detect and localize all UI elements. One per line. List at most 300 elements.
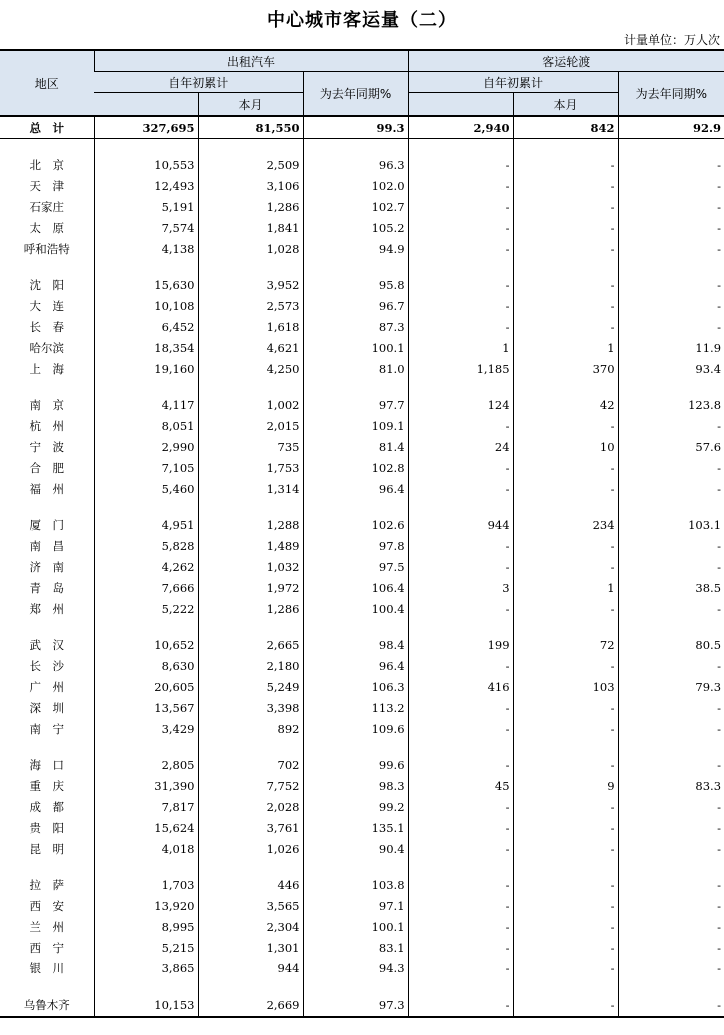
taxi-yoy-cell: 99.3 xyxy=(303,116,408,139)
ferry-yoy-cell: - xyxy=(618,917,724,938)
ferry-month-cell: 9 xyxy=(513,776,618,797)
taxi-month-cell: 1,301 xyxy=(198,937,303,958)
table-row xyxy=(0,437,724,458)
table-row xyxy=(0,817,724,838)
taxi-ytd-cell: 19,160 xyxy=(94,358,198,379)
table-row xyxy=(0,677,724,698)
taxi-ytd-cell: 18,354 xyxy=(94,337,198,358)
region-cell: 上 海 xyxy=(29,361,64,376)
taxi-ytd-cell: 5,215 xyxy=(94,937,198,958)
ferry-month-cell: 1 xyxy=(513,337,618,358)
total-row xyxy=(0,116,724,139)
ferry-month-cell: 370 xyxy=(513,358,618,379)
region-cell: 石家庄 xyxy=(29,199,64,214)
ferry-yoy-cell: 123.8 xyxy=(618,395,724,416)
spacer-cell xyxy=(513,739,618,755)
ferry-month-cell: - xyxy=(513,197,618,218)
taxi-month-cell: 2,669 xyxy=(198,995,303,1017)
spacer-cell xyxy=(94,499,198,515)
taxi-month-cell: 3,106 xyxy=(198,176,303,197)
taxi-ytd-cell: 5,222 xyxy=(94,598,198,619)
region-cell: 南 宁 xyxy=(29,721,64,736)
ferry-month-cell: - xyxy=(513,238,618,259)
taxi-month-cell: 702 xyxy=(198,755,303,776)
ferry-month-cell: - xyxy=(513,155,618,176)
table-row xyxy=(0,317,724,338)
taxi-ytd-cell: 4,117 xyxy=(94,395,198,416)
table-row xyxy=(0,478,724,499)
taxi-month-cell: 1,618 xyxy=(198,317,303,338)
spacer-cell xyxy=(303,139,408,156)
taxi-ytd-cell: 2,990 xyxy=(94,437,198,458)
taxi-yoy-cell: 99.6 xyxy=(303,755,408,776)
taxi-ytd-cell: 15,630 xyxy=(94,275,198,296)
taxi-month-cell: 1,286 xyxy=(198,598,303,619)
table-row xyxy=(0,838,724,859)
table-row xyxy=(0,598,724,619)
taxi-yoy-cell: 94.3 xyxy=(303,958,408,979)
ferry-ytd-cell: - xyxy=(408,176,513,197)
taxi-month-cell: 2,304 xyxy=(198,917,303,938)
taxi-month-cell: 3,952 xyxy=(198,275,303,296)
taxi-yoy-cell: 97.3 xyxy=(303,995,408,1017)
spacer-cell xyxy=(0,619,94,635)
spacer-row xyxy=(0,259,724,275)
table-header xyxy=(0,50,724,116)
ferry-month-cell: - xyxy=(513,217,618,238)
taxi-month-cell: 892 xyxy=(198,718,303,739)
taxi-yoy-cell: 97.5 xyxy=(303,557,408,578)
ferry-yoy-cell: - xyxy=(618,817,724,838)
ferry-ytd-cell: - xyxy=(408,557,513,578)
spacer-cell xyxy=(408,619,513,635)
spacer-cell xyxy=(303,979,408,995)
region-cell: 南 京 xyxy=(29,398,64,413)
table-row xyxy=(0,797,724,818)
header-taxi-yoy: 为去年同期% xyxy=(303,72,408,117)
taxi-month-cell: 81,550 xyxy=(198,116,303,139)
spacer-cell xyxy=(94,379,198,395)
ferry-yoy-cell: - xyxy=(618,155,724,176)
ferry-ytd-cell: 45 xyxy=(408,776,513,797)
spacer-cell xyxy=(0,979,94,995)
table-row xyxy=(0,635,724,656)
taxi-ytd-cell: 8,630 xyxy=(94,656,198,677)
ferry-ytd-cell: - xyxy=(408,317,513,338)
taxi-ytd-cell: 5,460 xyxy=(94,478,198,499)
taxi-month-cell: 446 xyxy=(198,875,303,896)
taxi-ytd-cell: 10,108 xyxy=(94,296,198,317)
ferry-yoy-cell: - xyxy=(618,416,724,437)
taxi-ytd-cell: 13,920 xyxy=(94,896,198,917)
taxi-ytd-cell: 2,805 xyxy=(94,755,198,776)
ferry-month-cell: 234 xyxy=(513,515,618,536)
spacer-cell xyxy=(618,739,724,755)
ferry-yoy-cell: 80.5 xyxy=(618,635,724,656)
spacer-row xyxy=(0,979,724,995)
region-cell: 拉 萨 xyxy=(29,878,64,893)
spacer-cell xyxy=(303,619,408,635)
table-row xyxy=(0,896,724,917)
region-cell: 兰 州 xyxy=(29,919,64,934)
spacer-cell xyxy=(198,859,303,875)
region-cell: 天 津 xyxy=(29,179,64,194)
ferry-month-cell: - xyxy=(513,917,618,938)
ferry-ytd-cell: 1 xyxy=(408,337,513,358)
ferry-yoy-cell: - xyxy=(618,838,724,859)
header-taxi-ytd: 自年初累计 xyxy=(94,72,303,93)
spacer-cell xyxy=(513,499,618,515)
spacer-cell xyxy=(198,739,303,755)
region-cell: 总 计 xyxy=(0,116,94,139)
spacer-cell xyxy=(408,139,513,156)
taxi-yoy-cell: 102.8 xyxy=(303,457,408,478)
taxi-ytd-cell: 3,865 xyxy=(94,958,198,979)
header-ferry-month: 本月 xyxy=(513,93,618,117)
taxi-month-cell: 7,752 xyxy=(198,776,303,797)
table-row xyxy=(0,275,724,296)
ferry-yoy-cell: - xyxy=(618,718,724,739)
region-cell: 太 原 xyxy=(29,220,64,235)
taxi-yoy-cell: 81.0 xyxy=(303,358,408,379)
spacer-cell xyxy=(408,859,513,875)
ferry-yoy-cell: - xyxy=(618,478,724,499)
spacer-cell xyxy=(513,379,618,395)
spacer-cell xyxy=(618,259,724,275)
spacer-cell xyxy=(198,379,303,395)
header-taxi-month: 本月 xyxy=(198,93,303,117)
spacer-cell xyxy=(94,739,198,755)
taxi-ytd-cell: 31,390 xyxy=(94,776,198,797)
ferry-ytd-cell: - xyxy=(408,416,513,437)
taxi-yoy-cell: 81.4 xyxy=(303,437,408,458)
ferry-yoy-cell: 79.3 xyxy=(618,677,724,698)
ferry-month-cell: - xyxy=(513,478,618,499)
ferry-ytd-cell: 199 xyxy=(408,635,513,656)
taxi-yoy-cell: 96.4 xyxy=(303,478,408,499)
taxi-yoy-cell: 90.4 xyxy=(303,838,408,859)
ferry-ytd-cell: - xyxy=(408,238,513,259)
ferry-yoy-cell: - xyxy=(618,238,724,259)
ferry-month-cell: 42 xyxy=(513,395,618,416)
ferry-month-cell: - xyxy=(513,598,618,619)
table-row xyxy=(0,296,724,317)
region-cell: 深 圳 xyxy=(29,700,64,715)
ferry-yoy-cell: - xyxy=(618,275,724,296)
region-cell: 厦 门 xyxy=(29,518,64,533)
region-cell: 银 川 xyxy=(29,961,64,976)
ferry-ytd-cell: - xyxy=(408,598,513,619)
region-cell: 福 州 xyxy=(29,481,64,496)
spacer-cell xyxy=(618,379,724,395)
table-row xyxy=(0,358,724,379)
ferry-ytd-cell: - xyxy=(408,755,513,776)
table-row xyxy=(0,395,724,416)
spacer-row xyxy=(0,739,724,755)
table-row xyxy=(0,776,724,797)
spacer-cell xyxy=(513,979,618,995)
taxi-month-cell: 1,026 xyxy=(198,838,303,859)
taxi-yoy-cell: 135.1 xyxy=(303,817,408,838)
spacer-cell xyxy=(618,619,724,635)
ferry-yoy-cell: - xyxy=(618,296,724,317)
taxi-yoy-cell: 97.1 xyxy=(303,896,408,917)
ferry-ytd-cell: 124 xyxy=(408,395,513,416)
ferry-yoy-cell: - xyxy=(618,937,724,958)
region-cell: 大 连 xyxy=(29,299,64,314)
taxi-yoy-cell: 96.4 xyxy=(303,656,408,677)
spacer-cell xyxy=(303,259,408,275)
ferry-month-cell: - xyxy=(513,755,618,776)
spacer-cell xyxy=(618,979,724,995)
table-row xyxy=(0,155,724,176)
taxi-month-cell: 3,398 xyxy=(198,697,303,718)
taxi-ytd-cell: 1,703 xyxy=(94,875,198,896)
region-cell: 广 州 xyxy=(29,679,64,694)
header-ferry-blank xyxy=(408,93,513,117)
region-cell: 长 春 xyxy=(29,319,64,334)
taxi-ytd-cell: 3,429 xyxy=(94,718,198,739)
taxi-month-cell: 1,286 xyxy=(198,197,303,218)
taxi-ytd-cell: 20,605 xyxy=(94,677,198,698)
spacer-cell xyxy=(513,259,618,275)
table-row xyxy=(0,697,724,718)
taxi-month-cell: 2,015 xyxy=(198,416,303,437)
region-cell: 成 都 xyxy=(29,799,64,814)
taxi-month-cell: 1,002 xyxy=(198,395,303,416)
region-cell: 郑 州 xyxy=(29,601,64,616)
spacer-cell xyxy=(408,739,513,755)
spacer-cell xyxy=(303,379,408,395)
region-cell: 宁 波 xyxy=(29,439,64,454)
taxi-yoy-cell: 83.1 xyxy=(303,937,408,958)
taxi-yoy-cell: 99.2 xyxy=(303,797,408,818)
taxi-yoy-cell: 105.2 xyxy=(303,217,408,238)
ferry-yoy-cell: 92.9 xyxy=(618,116,724,139)
ferry-ytd-cell: - xyxy=(408,275,513,296)
region-cell: 沈 阳 xyxy=(29,278,64,293)
taxi-month-cell: 1,489 xyxy=(198,536,303,557)
table-row xyxy=(0,217,724,238)
ferry-ytd-cell: - xyxy=(408,155,513,176)
spacer-cell xyxy=(618,139,724,156)
taxi-yoy-cell: 98.4 xyxy=(303,635,408,656)
table-row xyxy=(0,755,724,776)
ferry-ytd-cell: - xyxy=(408,718,513,739)
taxi-month-cell: 1,032 xyxy=(198,557,303,578)
taxi-yoy-cell: 87.3 xyxy=(303,317,408,338)
ferry-month-cell: - xyxy=(513,457,618,478)
taxi-yoy-cell: 96.7 xyxy=(303,296,408,317)
table-row xyxy=(0,577,724,598)
spacer-row xyxy=(0,139,724,156)
taxi-month-cell: 3,565 xyxy=(198,896,303,917)
ferry-yoy-cell: - xyxy=(618,995,724,1017)
table-row xyxy=(0,457,724,478)
taxi-yoy-cell: 97.7 xyxy=(303,395,408,416)
spacer-cell xyxy=(0,139,94,156)
region-cell: 贵 阳 xyxy=(29,820,64,835)
table-row xyxy=(0,515,724,536)
spacer-cell xyxy=(513,619,618,635)
region-cell: 青 岛 xyxy=(29,580,64,595)
spacer-cell xyxy=(94,859,198,875)
spacer-cell xyxy=(303,859,408,875)
table-row xyxy=(0,917,724,938)
ferry-yoy-cell: - xyxy=(618,875,724,896)
spacer-row xyxy=(0,379,724,395)
ferry-yoy-cell: - xyxy=(618,317,724,338)
taxi-month-cell: 2,573 xyxy=(198,296,303,317)
ferry-month-cell: 72 xyxy=(513,635,618,656)
table-row xyxy=(0,238,724,259)
taxi-ytd-cell: 8,995 xyxy=(94,917,198,938)
table-row xyxy=(0,557,724,578)
taxi-month-cell: 5,249 xyxy=(198,677,303,698)
taxi-ytd-cell: 10,153 xyxy=(94,995,198,1017)
ferry-month-cell: - xyxy=(513,557,618,578)
ferry-yoy-cell: 11.9 xyxy=(618,337,724,358)
ferry-yoy-cell: - xyxy=(618,958,724,979)
ferry-yoy-cell: - xyxy=(618,217,724,238)
spacer-cell xyxy=(0,499,94,515)
ferry-month-cell: - xyxy=(513,317,618,338)
ferry-ytd-cell: - xyxy=(408,797,513,818)
ferry-yoy-cell: - xyxy=(618,896,724,917)
ferry-month-cell: 1 xyxy=(513,577,618,598)
table-row xyxy=(0,937,724,958)
taxi-ytd-cell: 6,452 xyxy=(94,317,198,338)
taxi-ytd-cell: 5,828 xyxy=(94,536,198,557)
table-row xyxy=(0,416,724,437)
taxi-month-cell: 3,761 xyxy=(198,817,303,838)
ferry-yoy-cell: 38.5 xyxy=(618,577,724,598)
taxi-month-cell: 2,509 xyxy=(198,155,303,176)
ferry-yoy-cell: - xyxy=(618,598,724,619)
taxi-month-cell: 1,314 xyxy=(198,478,303,499)
ferry-ytd-cell: 24 xyxy=(408,437,513,458)
taxi-ytd-cell: 4,138 xyxy=(94,238,198,259)
taxi-month-cell: 944 xyxy=(198,958,303,979)
spacer-row xyxy=(0,619,724,635)
region-cell: 海 口 xyxy=(29,758,64,773)
ferry-month-cell: - xyxy=(513,176,618,197)
region-cell: 长 沙 xyxy=(29,659,64,674)
spacer-cell xyxy=(0,739,94,755)
table-row xyxy=(0,337,724,358)
spacer-cell xyxy=(408,499,513,515)
taxi-ytd-cell: 10,553 xyxy=(94,155,198,176)
ferry-ytd-cell: - xyxy=(408,536,513,557)
ferry-month-cell: - xyxy=(513,536,618,557)
taxi-yoy-cell: 109.1 xyxy=(303,416,408,437)
spacer-cell xyxy=(618,499,724,515)
ferry-ytd-cell: - xyxy=(408,896,513,917)
ferry-month-cell: - xyxy=(513,896,618,917)
table-row xyxy=(0,536,724,557)
ferry-ytd-cell: - xyxy=(408,217,513,238)
ferry-month-cell: 10 xyxy=(513,437,618,458)
ferry-month-cell: - xyxy=(513,296,618,317)
spacer-cell xyxy=(0,859,94,875)
taxi-month-cell: 2,180 xyxy=(198,656,303,677)
taxi-yoy-cell: 103.8 xyxy=(303,875,408,896)
taxi-month-cell: 1,972 xyxy=(198,577,303,598)
table-row xyxy=(0,875,724,896)
taxi-yoy-cell: 96.3 xyxy=(303,155,408,176)
ferry-month-cell: - xyxy=(513,958,618,979)
header-ferry-yoy: 为去年同期% xyxy=(618,72,724,117)
ferry-ytd-cell: - xyxy=(408,937,513,958)
taxi-yoy-cell: 98.3 xyxy=(303,776,408,797)
taxi-month-cell: 2,028 xyxy=(198,797,303,818)
taxi-month-cell: 1,841 xyxy=(198,217,303,238)
spacer-cell xyxy=(198,619,303,635)
ferry-ytd-cell: - xyxy=(408,917,513,938)
spacer-row xyxy=(0,859,724,875)
spacer-cell xyxy=(94,139,198,156)
ferry-month-cell: - xyxy=(513,718,618,739)
spacer-row xyxy=(0,499,724,515)
header-ferry: 客运轮渡 xyxy=(408,50,724,72)
ferry-month-cell: - xyxy=(513,995,618,1017)
taxi-ytd-cell: 5,191 xyxy=(94,197,198,218)
region-cell: 哈尔滨 xyxy=(29,340,64,355)
region-cell: 重 庆 xyxy=(29,779,64,794)
ferry-ytd-cell: - xyxy=(408,958,513,979)
ferry-yoy-cell: - xyxy=(618,536,724,557)
taxi-yoy-cell: 94.9 xyxy=(303,238,408,259)
taxi-yoy-cell: 100.1 xyxy=(303,337,408,358)
ferry-yoy-cell: - xyxy=(618,755,724,776)
table-row xyxy=(0,995,724,1017)
ferry-month-cell: - xyxy=(513,656,618,677)
region-cell: 西 安 xyxy=(29,899,64,914)
spacer-cell xyxy=(94,259,198,275)
ferry-ytd-cell: 2,940 xyxy=(408,116,513,139)
taxi-yoy-cell: 106.4 xyxy=(303,577,408,598)
region-cell: 杭 州 xyxy=(29,419,64,434)
ferry-yoy-cell: - xyxy=(618,697,724,718)
spacer-cell xyxy=(198,259,303,275)
taxi-yoy-cell: 102.0 xyxy=(303,176,408,197)
ferry-yoy-cell: - xyxy=(618,176,724,197)
table-row xyxy=(0,718,724,739)
ferry-ytd-cell: - xyxy=(408,995,513,1017)
ferry-yoy-cell: - xyxy=(618,197,724,218)
taxi-ytd-cell: 7,574 xyxy=(94,217,198,238)
unit-label: 计量单位：万人次 xyxy=(623,33,720,47)
region-cell: 昆 明 xyxy=(29,841,64,856)
ferry-yoy-cell: 93.4 xyxy=(618,358,724,379)
passenger-table xyxy=(0,49,724,1018)
ferry-month-cell: - xyxy=(513,797,618,818)
ferry-ytd-cell: - xyxy=(408,838,513,859)
ferry-ytd-cell: - xyxy=(408,656,513,677)
table-row xyxy=(0,197,724,218)
region-cell: 乌鲁木齐 xyxy=(0,995,94,1017)
spacer-cell xyxy=(513,139,618,156)
taxi-ytd-cell: 12,493 xyxy=(94,176,198,197)
taxi-yoy-cell: 106.3 xyxy=(303,677,408,698)
spacer-cell xyxy=(198,499,303,515)
taxi-ytd-cell: 4,018 xyxy=(94,838,198,859)
spacer-cell xyxy=(303,499,408,515)
region-cell: 呼和浩特 xyxy=(23,241,70,256)
taxi-ytd-cell: 10,652 xyxy=(94,635,198,656)
spacer-cell xyxy=(618,859,724,875)
taxi-ytd-cell: 8,051 xyxy=(94,416,198,437)
